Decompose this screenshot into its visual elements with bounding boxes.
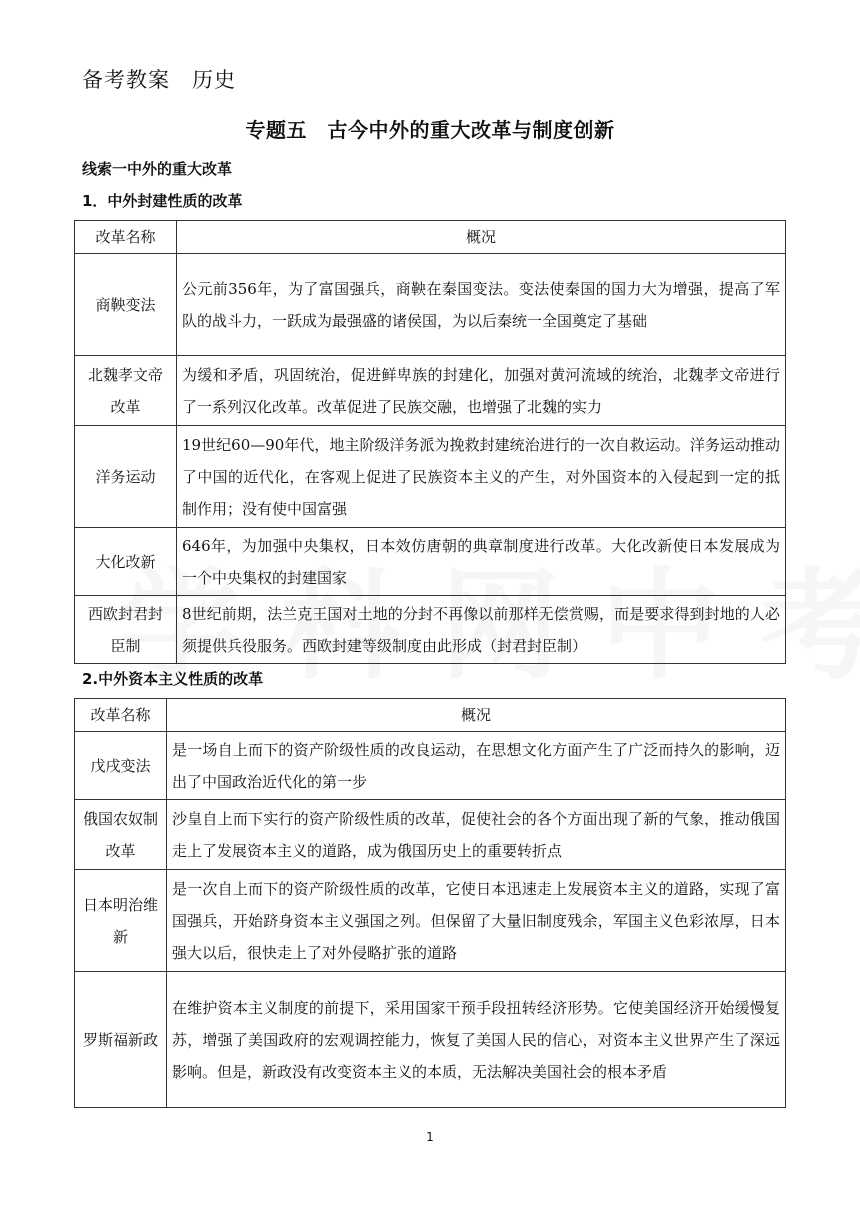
reform-name: 戊戌变法: [75, 732, 167, 800]
reform-name: 西欧封君封臣制: [75, 596, 177, 664]
reform-name: 罗斯福新政: [75, 972, 167, 1108]
reform-name: 洋务运动: [75, 426, 177, 528]
column-header-name: 改革名称: [75, 699, 167, 732]
reform-name: 大化改新: [75, 528, 177, 596]
table-row: [75, 972, 786, 1108]
reform-desc: 19世纪60—90年代，地主阶级洋务派为挽救封建统治进行的一次自救运动。洋务运动推动了中国的近代化，在客观上促进了民族资本主义的产生，对外国资本的入侵起到一定的抵制作用；没有使中国富强: [177, 426, 786, 528]
column-header-name: 改革名称: [75, 221, 177, 254]
header-title: 备考教案 历史: [82, 68, 236, 92]
document-title: 专题五 古今中外的重大改革与制度创新: [245, 118, 615, 142]
reform-desc: 公元前356年，为了富国强兵，商鞅在秦国变法。变法使秦国的国力大为增强，提高了军队的战斗力，一跃成为最强盛的诸侯国，为以后秦统一全国奠定了基础: [177, 254, 786, 356]
table-row: [75, 870, 786, 972]
reform-name: 商鞅变法: [75, 254, 177, 356]
column-header-desc: 概况: [177, 221, 786, 254]
table-row: [75, 528, 786, 596]
reform-desc: 646年，为加强中央集权，日本效仿唐朝的典章制度进行改革。大化改新使日本发展成为一个中央集权的封建国家: [177, 528, 786, 596]
section1-heading: 1．中外封建性质的改革: [82, 192, 243, 210]
thread-heading: 线索一中外的重大改革: [82, 160, 233, 178]
table-row: [75, 800, 786, 870]
table-header-row: [75, 221, 786, 254]
capitalist-reforms-table: [74, 698, 786, 1108]
section2-heading: 2.中外资本主义性质的改革: [82, 670, 264, 688]
reform-name: 俄国农奴制改革: [75, 800, 167, 870]
table-header-row: [75, 699, 786, 732]
column-header-desc: 概况: [167, 699, 786, 732]
reform-name: 北魏孝文帝改革: [75, 356, 177, 426]
reform-desc: 是一次自上而下的资产阶级性质的改革，它使日本迅速走上发展资本主义的道路，实现了富国强兵，开始跻身资本主义强国之列。但保留了大量旧制度残余，军国主义色彩浓厚，日本强大以后，很快走上了对外侵略扩张的道路: [167, 870, 786, 972]
page-number: 1: [426, 1130, 434, 1144]
reform-desc: 沙皇自上而下实行的资产阶级性质的改革，促使社会的各个方面出现了新的气象，推动俄国走上了发展资本主义的道路，成为俄国历史上的重要转折点: [167, 800, 786, 870]
table-row: [75, 732, 786, 800]
table-row: [75, 426, 786, 528]
reform-desc: 在维护资本主义制度的前提下，采用国家干预手段扭转经济形势。它使美国经济开始缓慢复苏，增强了美国政府的宏观调控能力，恢复了美国人民的信心，对资本主义世界产生了深远影响。但是，新政没有改变资本主义的本质，无法解决美国社会的根本矛盾: [167, 972, 786, 1108]
reform-desc: 是一场自上而下的资产阶级性质的改良运动，在思想文化方面产生了广泛而持久的影响，迈出了中国政治近代化的第一步: [167, 732, 786, 800]
feudal-reforms-table: [74, 220, 786, 664]
table-row: [75, 254, 786, 356]
reform-name: 日本明治维新: [75, 870, 167, 972]
reform-desc: 8世纪前期，法兰克王国对土地的分封不再像以前那样无偿赏赐，而是要求得到封地的人必须提供兵役服务。西欧封建等级制度由此形成（封君封臣制）: [177, 596, 786, 664]
table-row: [75, 356, 786, 426]
table-row: [75, 596, 786, 664]
reform-desc: 为缓和矛盾，巩固统治，促进鲜卑族的封建化，加强对黄河流域的统治，北魏孝文帝进行了一系列汉化改革。改革促进了民族交融，也增强了北魏的实力: [177, 356, 786, 426]
